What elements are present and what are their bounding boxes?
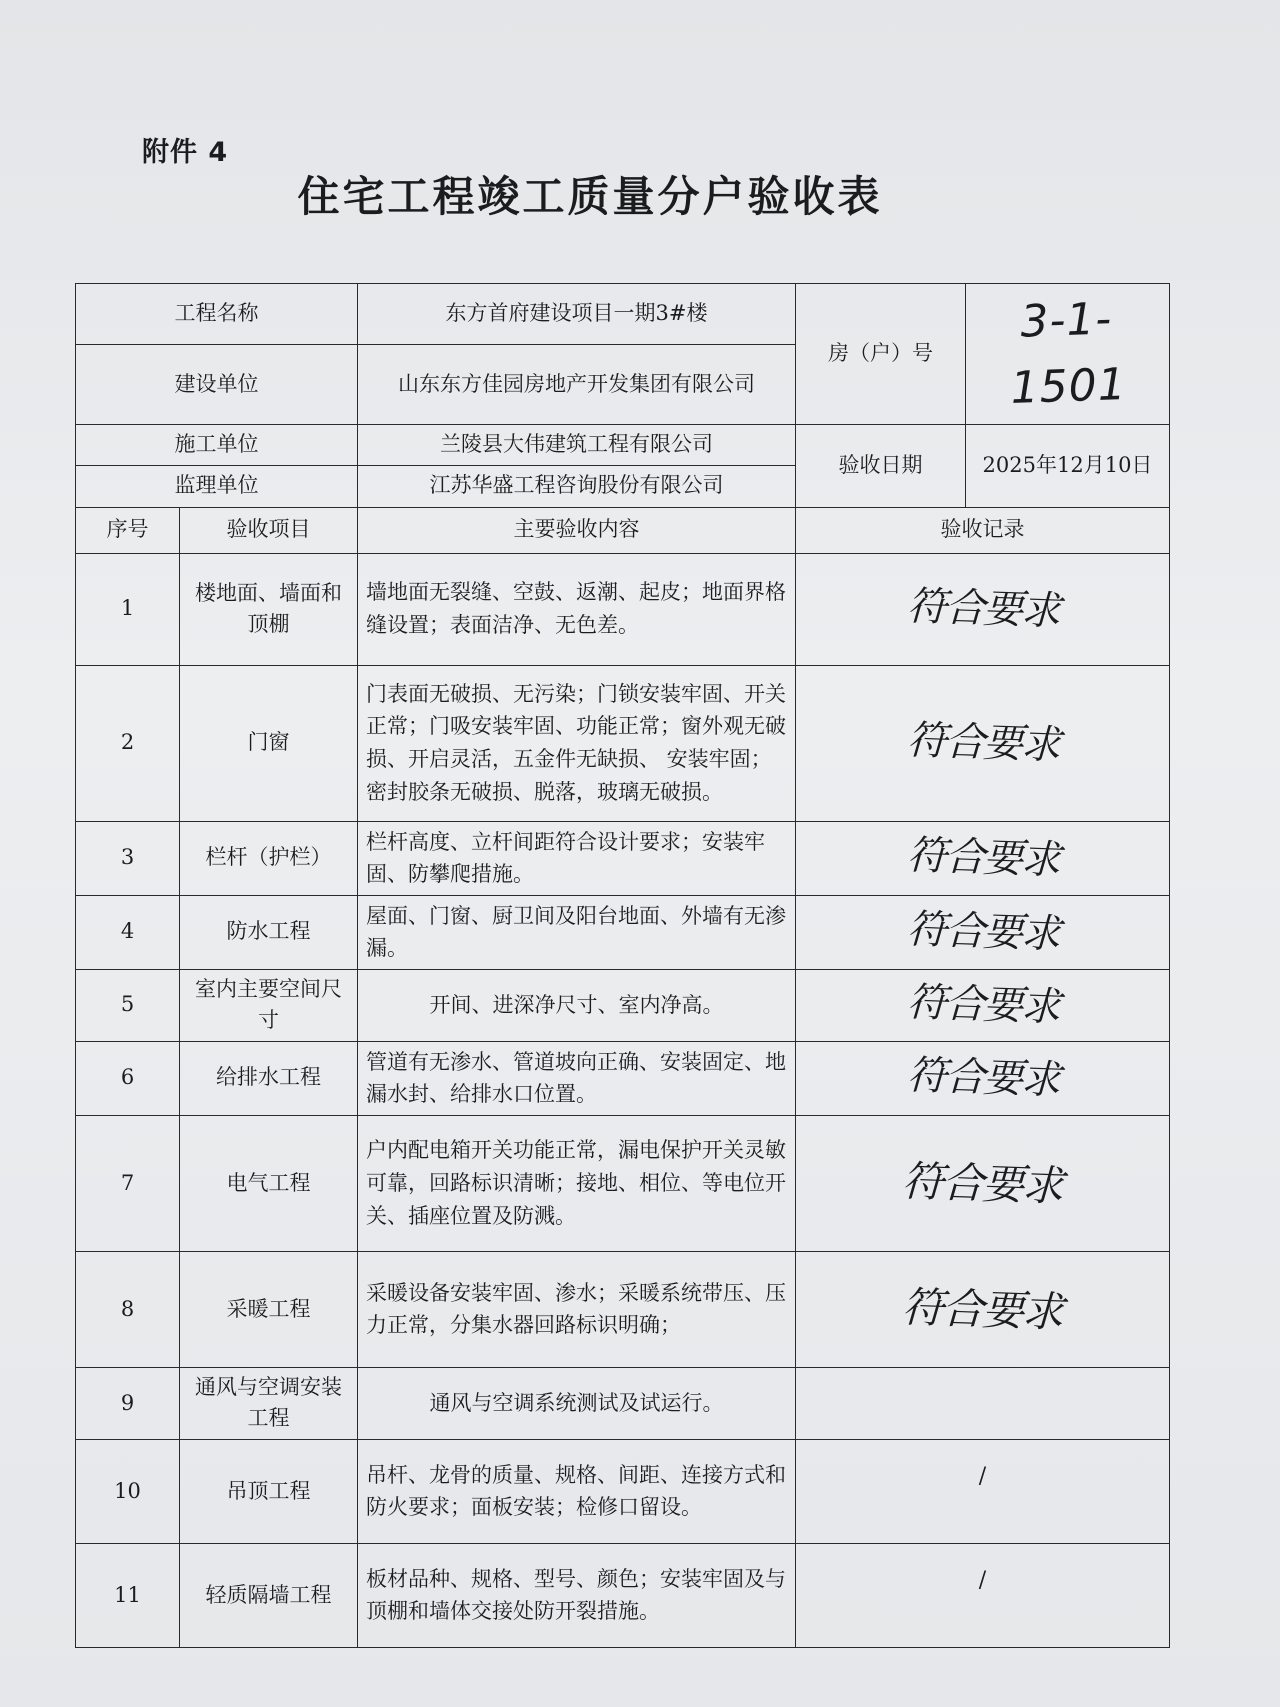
handwritten-slash: / [978,1567,987,1593]
row-content: 通风与空调系统测试及试运行。 [358,1367,796,1439]
row-no: 2 [76,665,180,821]
row-record-cell [796,665,1170,821]
table-row [76,895,1170,969]
table-row [76,821,1170,895]
row-record-cell [796,553,1170,665]
handwritten-record: 符合要求 [905,1052,1060,1104]
col-header-no: 序号 [76,507,180,553]
row-item: 吊顶工程 [180,1439,358,1543]
table-row [76,1041,1170,1115]
col-header-record: 验收记录 [796,507,1170,553]
row-record-cell [796,895,1170,969]
row-no: 7 [76,1115,180,1251]
row-item: 门窗 [180,665,358,821]
handwritten-record: 符合要求 [905,832,1060,884]
row-content: 屋面、门窗、厨卫间及阳台地面、外墙有无渗漏。 [358,895,796,969]
row-item: 轻质隔墙工程 [180,1543,358,1647]
row-content: 墙地面无裂缝、空鼓、返潮、起皮；地面界格缝设置；表面洁净、无色差。 [358,553,796,665]
header-row-contractor [76,425,1170,466]
row-record-cell [796,1439,1170,1543]
handwritten-record: 符合要求 [905,906,1060,958]
row-content: 门表面无破损、无污染；门锁安装牢固、开关正常；门吸安装牢固、功能正常；窗外观无破损、开启灵活，五金件无缺损、 安装牢固；密封胶条无破损、脱落，玻璃无破损。 [358,665,796,821]
table-row [76,665,1170,821]
attachment-label: 附件 4 [142,137,229,168]
row-item: 防水工程 [180,895,358,969]
row-no: 10 [76,1439,180,1543]
row-no: 8 [76,1251,180,1367]
table-row [76,969,1170,1041]
handwritten-slash: / [978,1463,987,1489]
row-content: 栏杆高度、立杆间距符合设计要求；安装牢固、防攀爬措施。 [358,821,796,895]
row-item: 通风与空调安装工程 [180,1367,358,1439]
row-no: 6 [76,1041,180,1115]
table-row [76,1367,1170,1439]
builder-value: 山东东方佳园房地产开发集团有限公司 [358,345,796,425]
room-number-cell [966,284,1170,425]
row-item: 楼地面、墙面和顶棚 [180,553,358,665]
contractor-label: 施工单位 [76,425,358,466]
row-content: 管道有无渗水、管道坡向正确、安装固定、地漏水封、给排水口位置。 [358,1041,796,1115]
row-item: 给排水工程 [180,1041,358,1115]
col-header-item: 验收项目 [180,507,358,553]
row-record-cell [796,1543,1170,1647]
column-header-row [76,507,1170,553]
row-record-cell [796,1041,1170,1115]
table-row [76,1543,1170,1647]
row-no: 4 [76,895,180,969]
row-content: 吊杆、龙骨的质量、规格、间距、连接方式和防火要求；面板安装；检修口留设。 [358,1439,796,1543]
row-no: 5 [76,969,180,1041]
row-item: 电气工程 [180,1115,358,1251]
builder-label: 建设单位 [76,345,358,425]
project-name-value: 东方首府建设项目一期3#楼 [358,284,796,345]
row-record-cell [796,1367,1170,1439]
row-no: 1 [76,553,180,665]
row-content: 板材品种、规格、型号、颜色；安装牢固及与顶棚和墙体交接处防开裂措施。 [358,1543,796,1647]
table-row [76,1115,1170,1251]
header-row-project [76,284,1170,345]
col-header-content: 主要验收内容 [358,507,796,553]
handwritten-record: 符合要求 [901,1282,1064,1337]
project-name-label: 工程名称 [76,284,358,345]
room-label: 房（户）号 [796,284,966,425]
row-record-cell [796,1115,1170,1251]
room-number: 3-1-1501 [1009,293,1128,414]
inspection-table [75,283,1170,1648]
row-item: 采暖工程 [180,1251,358,1367]
row-record-cell [796,821,1170,895]
table-row [76,1251,1170,1367]
row-record-cell [796,1251,1170,1367]
supervisor-label: 监理单位 [76,465,358,507]
row-no: 9 [76,1367,180,1439]
handwritten-record: 符合要求 [905,583,1060,635]
handwritten-record: 符合要求 [901,1156,1064,1211]
row-no: 3 [76,821,180,895]
date-value: 2025年12月10日 [966,425,1170,508]
row-item: 室内主要空间尺寸 [180,969,358,1041]
handwritten-record: 符合要求 [905,717,1060,769]
handwritten-record: 符合要求 [905,979,1060,1031]
row-item: 栏杆（护栏） [180,821,358,895]
table-row [76,1439,1170,1543]
row-content: 户内配电箱开关功能正常，漏电保护开关灵敏可靠，回路标识清晰；接地、相位、等电位开关、插座位置及防溅。 [358,1115,796,1251]
row-no: 11 [76,1543,180,1647]
date-label: 验收日期 [796,425,966,508]
contractor-value: 兰陵县大伟建筑工程有限公司 [358,425,796,466]
row-content: 采暖设备安装牢固、渗水；采暖系统带压、压力正常，分集水器回路标识明确； [358,1251,796,1367]
row-content: 开间、进深净尺寸、室内净高。 [358,969,796,1041]
document-title: 住宅工程竣工质量分户验收表 [297,172,883,221]
table-row [76,553,1170,665]
row-record-cell [796,969,1170,1041]
supervisor-value: 江苏华盛工程咨询股份有限公司 [358,465,796,507]
